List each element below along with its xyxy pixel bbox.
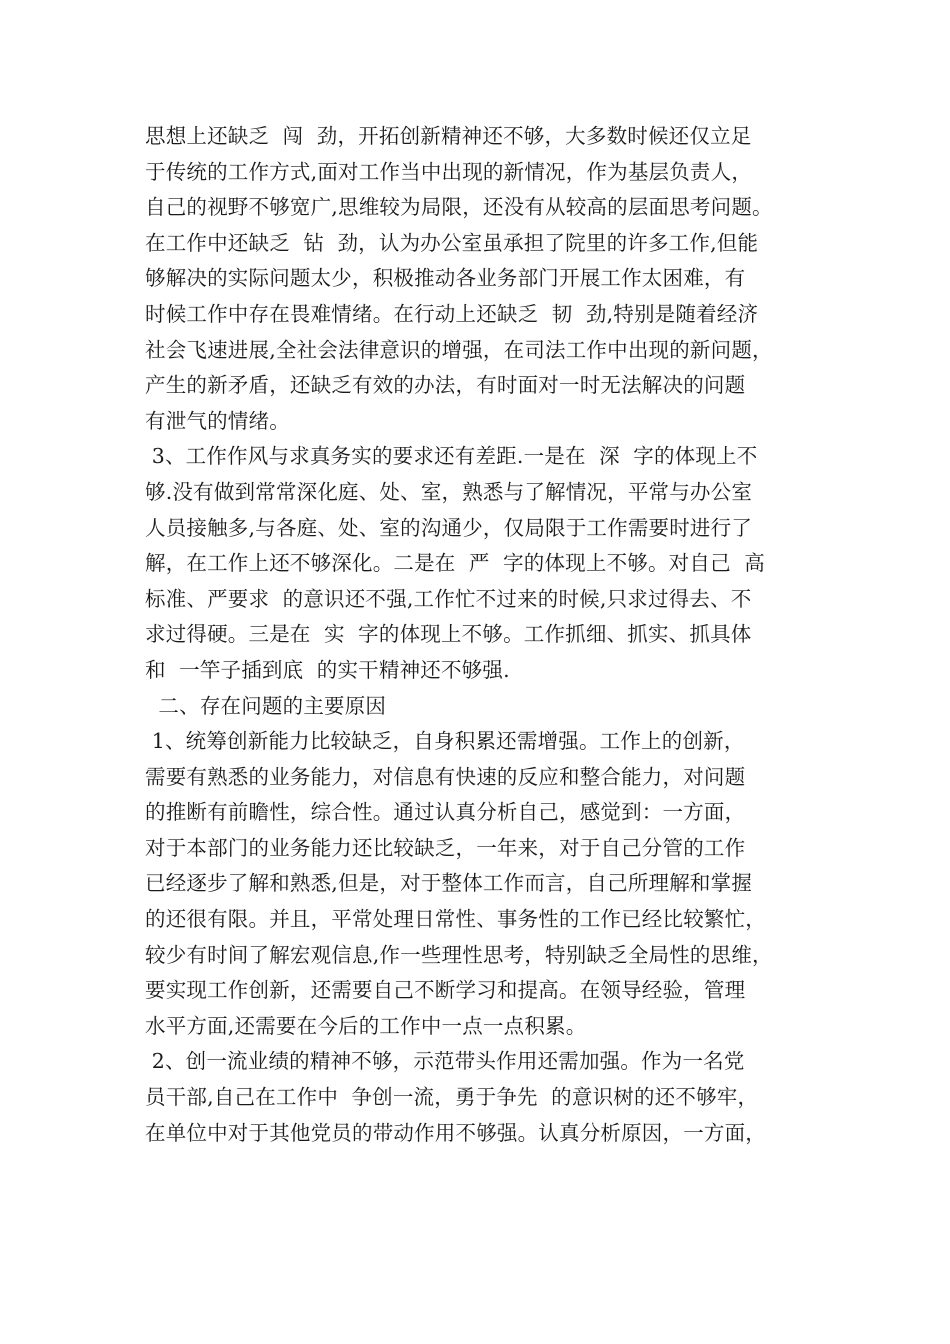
text-line: 社会飞速进展,全社会法律意识的增强，在司法工作中出现的新问题，	[145, 337, 773, 362]
text-line: 够.没有做到常常深化庭、处、室，熟悉与了解情况，平常与办公室	[145, 479, 753, 504]
text-line: 3、工作作风与求真务实的要求还有差距.一是在 深 字的体现上不	[145, 444, 758, 469]
text-line: 的还很有限。并且，平常处理日常性、事务性的工作已经比较繁忙，	[145, 907, 766, 932]
text-line: 够解决的实际问题太少，积极推动各业务部门开展工作太困难，有	[145, 266, 746, 291]
text-line: 的推断有前瞻性，综合性。通过认真分析自己，感觉到：一方面，	[145, 800, 746, 825]
text-line: 2、创一流业绩的精神不够，示范带头作用还需加强。作为一名党	[145, 1049, 745, 1074]
text-line: 在单位中对于其他党员的带动作用不够强。认真分析原因，一方面，	[145, 1120, 766, 1145]
text-line: 于传统的工作方式,面对工作当中出现的新情况，作为基层负责人，	[145, 159, 753, 184]
text-line: 自己的视野不够宽广,思维较为局限，还没有从较高的层面思考问题。	[145, 195, 773, 220]
text-line: 需要有熟悉的业务能力，对信息有快速的反应和整合能力，对问题	[145, 764, 746, 789]
text-line: 对于本部门的业务能力还比较缺乏，一年来，对于自己分管的工作	[145, 835, 746, 860]
text-line: 较少有时间了解宏观信息,作一些理性思考，特别缺乏全局性的思维，	[145, 942, 773, 967]
text-line: 思想上还缺乏 闯 劲，开拓创新精神还不够，大多数时候还仅立足	[145, 124, 752, 148]
text-line: 时候工作中存在畏难情绪。在行动上还缺乏 韧 劲,特别是随着经济	[145, 301, 759, 326]
text-line: 要实现工作创新，还需要自己不断学习和提高。在领导经验，管理	[145, 978, 746, 1003]
text-line: 产生的新矛盾，还缺乏有效的办法，有时面对一时无法解决的问题	[145, 373, 746, 398]
text-line: 标准、严要求 的意识还不强,工作忙不过来的时候,只求过得去、不	[145, 586, 752, 611]
text-line: 员干部,自己在工作中 争创一流，勇于争先 的意识树的还不够牢，	[145, 1085, 759, 1110]
document-body	[145, 119, 825, 1151]
text-line: 1、统筹创新能力比较缺乏，自身积累还需增强。工作上的创新，	[145, 729, 745, 754]
text-line: 已经逐步了解和熟悉,但是，对于整体工作而言，自己所理解和掌握	[145, 871, 753, 896]
section-heading: 二、存在问题的主要原因	[145, 693, 387, 718]
text-line: 解，在工作上还不够深化。二是在 严 字的体现上不够。对自己 高	[145, 551, 765, 576]
text-line: 在工作中还缺乏 钻 劲，认为办公室虽承担了院里的许多工作,但能	[145, 230, 759, 255]
text-line: 有泄气的情绪。	[145, 408, 290, 433]
text-line: 人员接触多,与各庭、处、室的沟通少，仅局限于工作需要时进行了	[145, 515, 753, 540]
text-line: 和 一竿子插到底 的实干精神还不够强.	[145, 657, 510, 682]
text-line: 求过得硬。三是在 实 字的体现上不够。工作抓细、抓实、抓具体	[145, 622, 752, 647]
text-line: 水平方面,还需要在今后的工作中一点一点积累。	[145, 1013, 587, 1038]
